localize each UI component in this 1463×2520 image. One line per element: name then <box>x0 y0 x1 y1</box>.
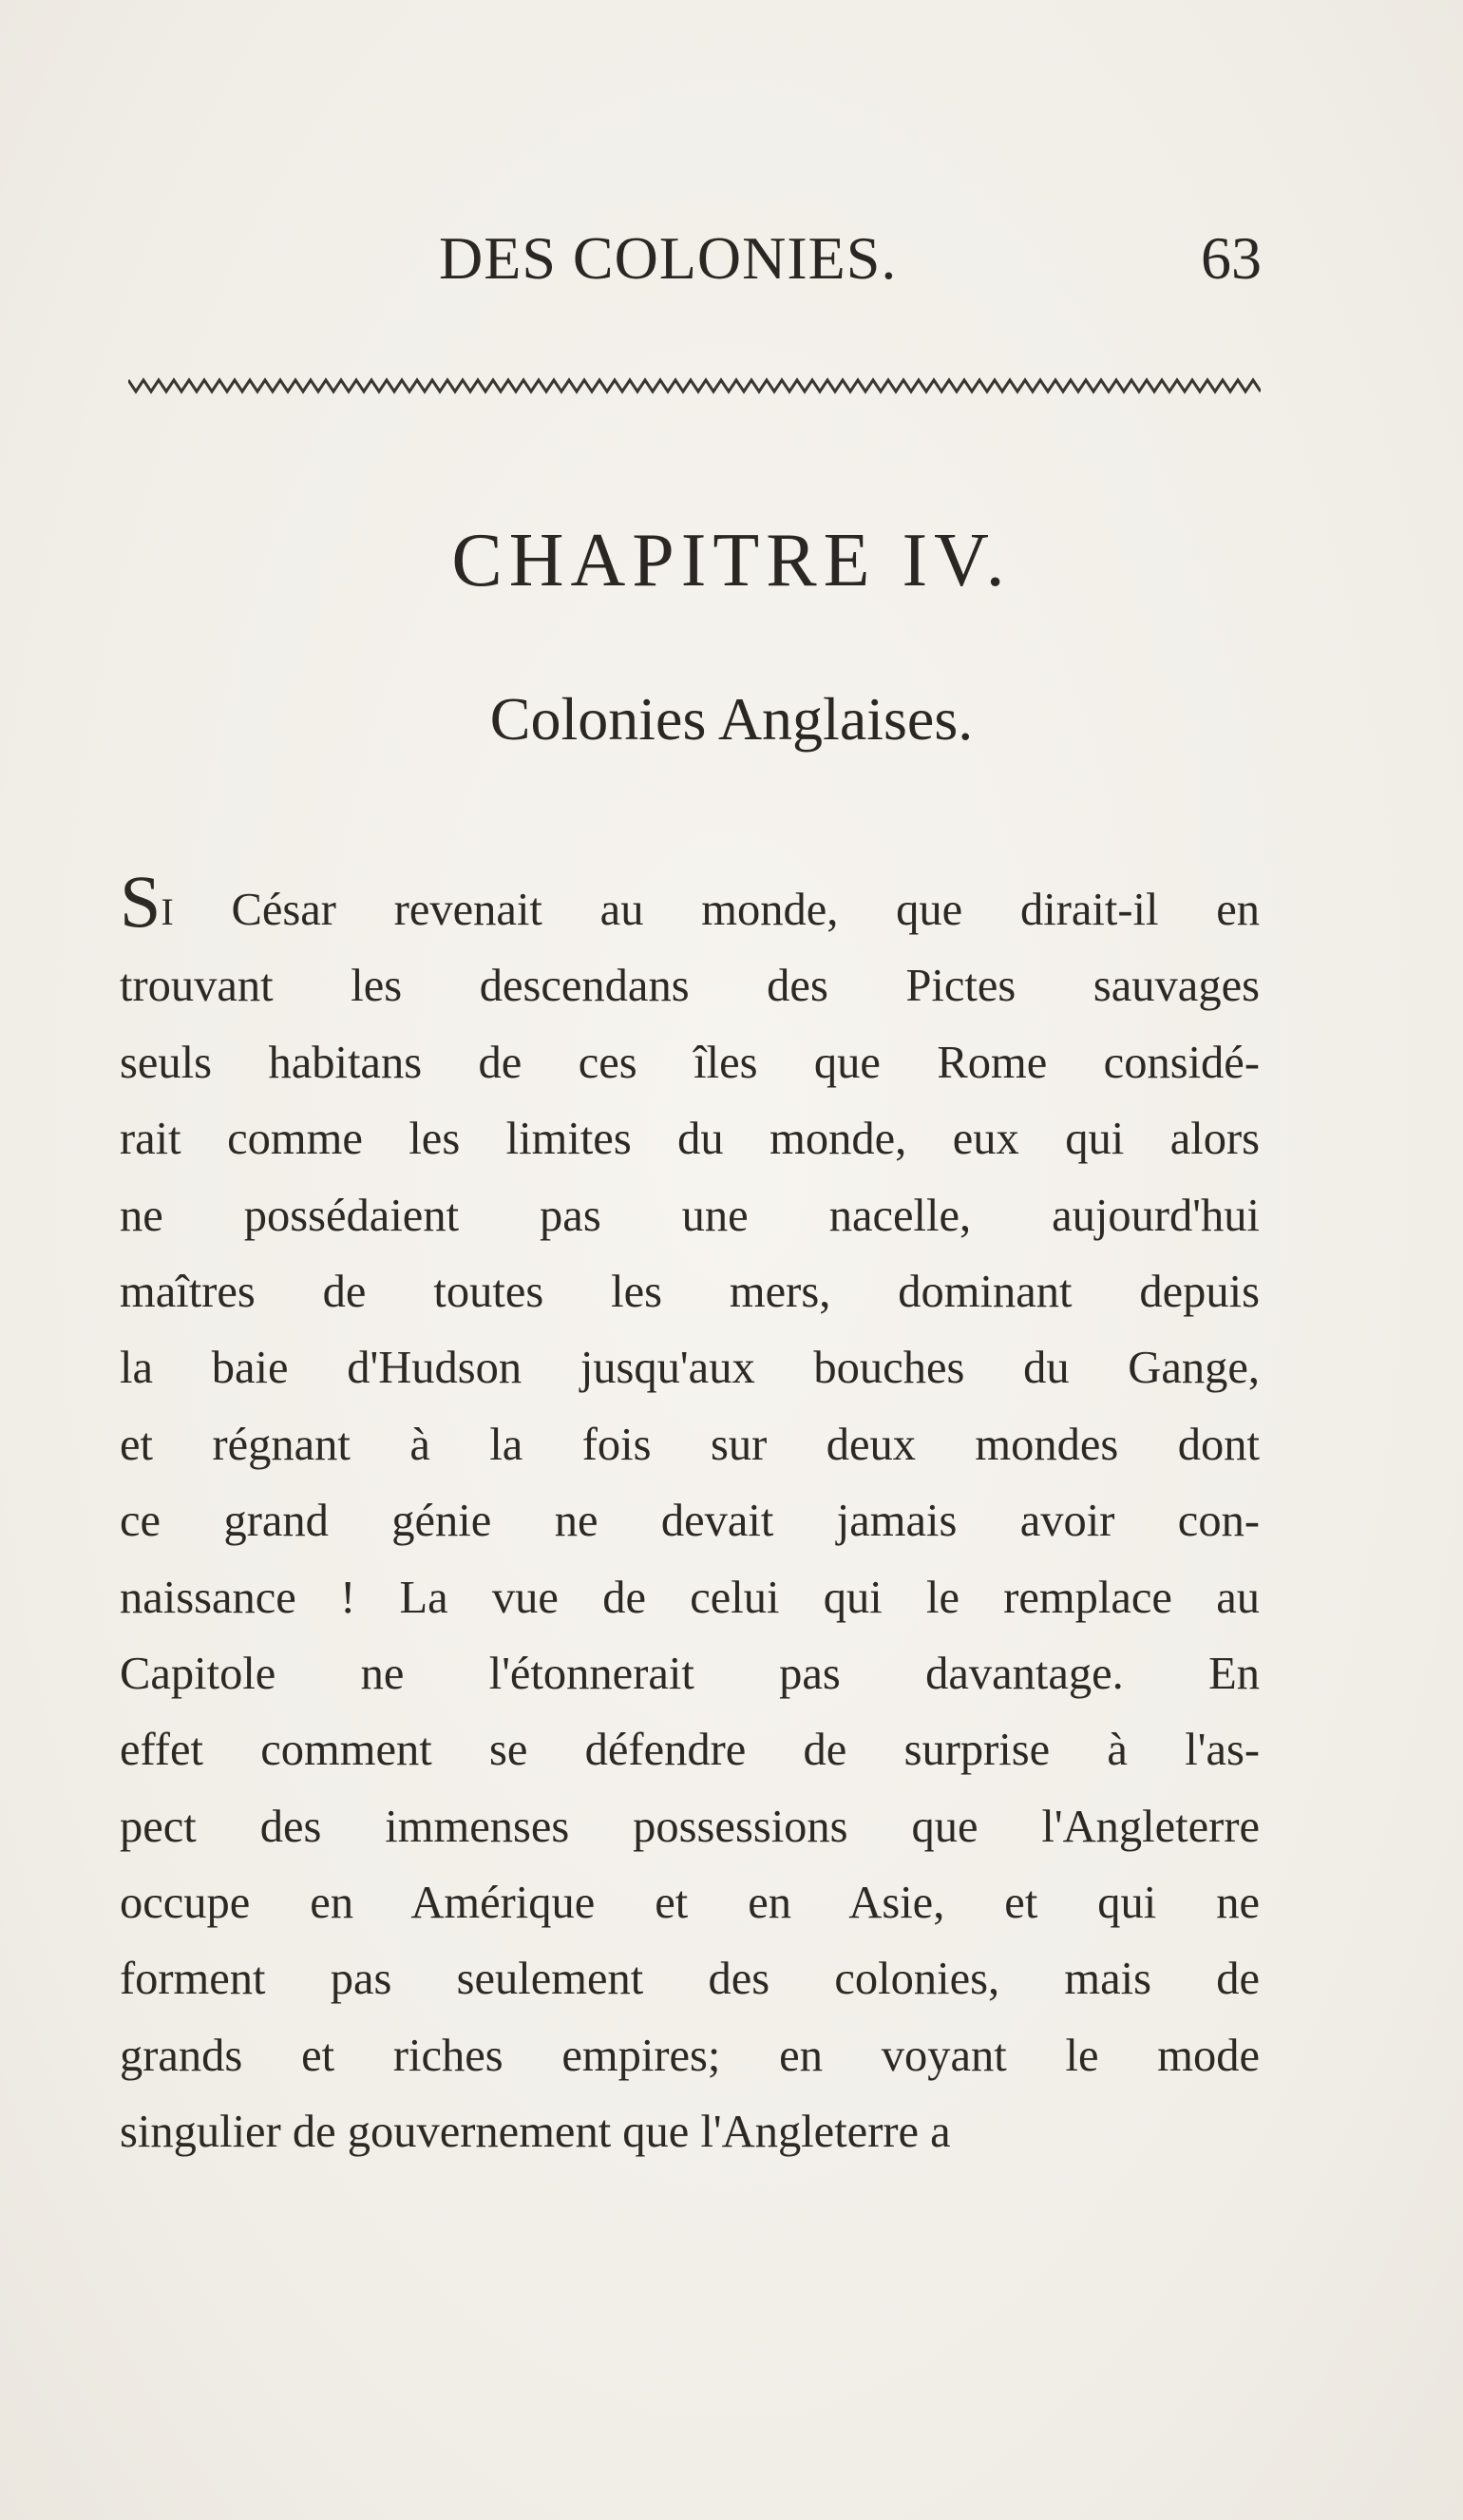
line-text: César revenait au monde, que dirait-il en <box>173 885 1260 935</box>
text-line-11: Capitole ne l'étonnerait pas davantage. En <box>120 1648 1260 1699</box>
running-head <box>0 220 1463 296</box>
text-line-13: pect des immenses possessions que l'Angleterre <box>120 1801 1260 1852</box>
chapter-title: CHAPITRE IV. <box>451 519 1012 602</box>
text-line-8: et régnant à la fois sur deux mondes dont <box>120 1419 1260 1470</box>
text-line-9: ce grand génie ne devait jamais avoir con- <box>120 1496 1260 1547</box>
running-title: DES COLONIES. <box>439 224 898 292</box>
text-line-17: singulier de gouvernement que l'Angleterre a <box>120 2107 951 2158</box>
text-line-4: rait comme les limites du monde, eux qui alors <box>120 1114 1260 1165</box>
text-line-12: effet comment se défendre de surprise à l'as- <box>120 1725 1260 1776</box>
initial-rest: I <box>161 890 174 933</box>
page-number: 63 <box>1201 224 1262 292</box>
ornament-rule <box>128 375 1261 396</box>
body-text <box>120 860 1260 2171</box>
text-line-10: naissance ! La vue de celui qui le remplace au <box>120 1572 1260 1623</box>
text-line-7: la baie d'Hudson jusqu'aux bouches du Gange, <box>120 1343 1260 1394</box>
text-line-15: forment pas seulement des colonies, mais de <box>120 1954 1260 2005</box>
text-line-16: grands et riches empires; en voyant le mode <box>120 2030 1260 2081</box>
text-line-5: ne possédaient pas une nacelle, aujourd'hui <box>120 1190 1260 1241</box>
text-line-6: maîtres de toutes les mers, dominant depuis <box>120 1266 1260 1317</box>
section-title: Colonies Anglaises. <box>489 685 974 753</box>
text-line-14: occupe en Amérique et en Asie, et qui ne <box>120 1878 1260 1929</box>
text-line-2: trouvant les descendans des Pictes sauvages <box>120 961 1260 1012</box>
text-line-1 <box>120 860 1260 948</box>
text-line-3: seuls habitans de ces îles que Rome considé- <box>120 1037 1260 1088</box>
initial-letter: S <box>120 860 162 943</box>
